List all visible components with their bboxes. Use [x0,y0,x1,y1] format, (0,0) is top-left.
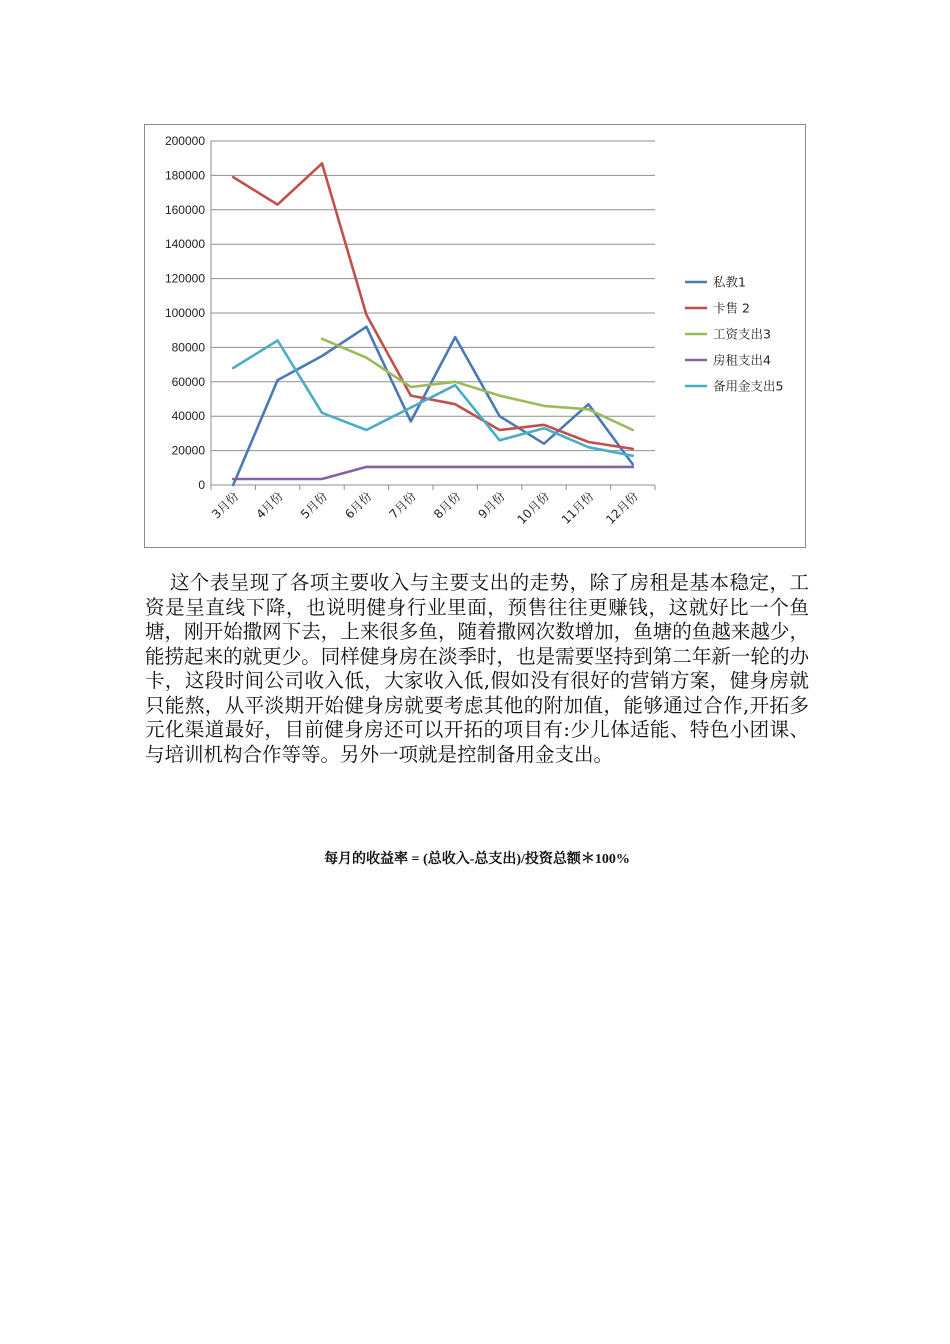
legend-label: 卡售 2 [713,300,750,316]
line-chart [144,124,806,548]
series-line-4 [233,467,633,479]
x-tick-label: 8月份 [431,489,464,522]
y-tick-label: 20000 [171,443,205,458]
x-tick-label: 11月份 [558,489,597,527]
series-line-5 [233,341,633,456]
series-line-1 [233,327,633,485]
x-tick-label: 9月份 [475,489,508,522]
y-tick-label: 80000 [171,340,205,355]
y-tick-label: 180000 [164,168,205,183]
y-tick-label: 60000 [171,374,205,389]
y-tick-label: 140000 [164,237,205,252]
x-tick-label: 4月份 [253,489,286,522]
y-tick-label: 160000 [164,202,205,217]
legend-label: 工资支出3 [713,326,771,342]
legend-label: 房租支出4 [713,352,771,368]
y-tick-label: 40000 [171,409,205,424]
series-line-2 [233,163,633,449]
legend-label: 私教1 [713,274,746,290]
yield-formula: 每月的收益率 = (总收入-总支出)/投资总额＊100% [324,852,630,867]
y-tick-label: 100000 [164,306,205,320]
chart-canvas [145,125,807,549]
x-tick-label: 6月份 [342,489,375,522]
analysis-paragraph: 这个表呈现了各项主要收入与主要支出的走势，除了房租是基本稳定，工资是呈直线下降，也说明健身行业里面，预售往往更赚钱，这就好比一个鱼塘，刚开始撒网下去，上来很多鱼，随着撒网次数增加，鱼塘的鱼越来越少，能捞起来的就更少。同样健身房在淡季时，也是需要坚持到第二年新一轮的办卡，这段时间公司收入低，大家收入低,假如没有很好的营销方案，健身房就只能熬，从平淡期开始健身房就要考虑其他的附加值，能够通过合作,开拓多元化渠道最好，目前健身房还可以开拓的项目有:少儿体适能、特色小团课、与培训机构合作等等。另外一项就是控制备用金支出。 [145,571,809,766]
x-tick-label: 5月份 [297,489,331,522]
x-tick-label: 3月份 [209,489,242,522]
y-tick-label: 0 [198,478,205,492]
y-tick-label: 200000 [164,134,205,148]
x-tick-label: 7月份 [386,489,419,522]
y-tick-label: 120000 [164,271,205,286]
x-tick-label: 12月份 [603,489,641,527]
legend-label: 备用金支出5 [713,378,784,394]
x-tick-label: 10月份 [514,489,553,527]
